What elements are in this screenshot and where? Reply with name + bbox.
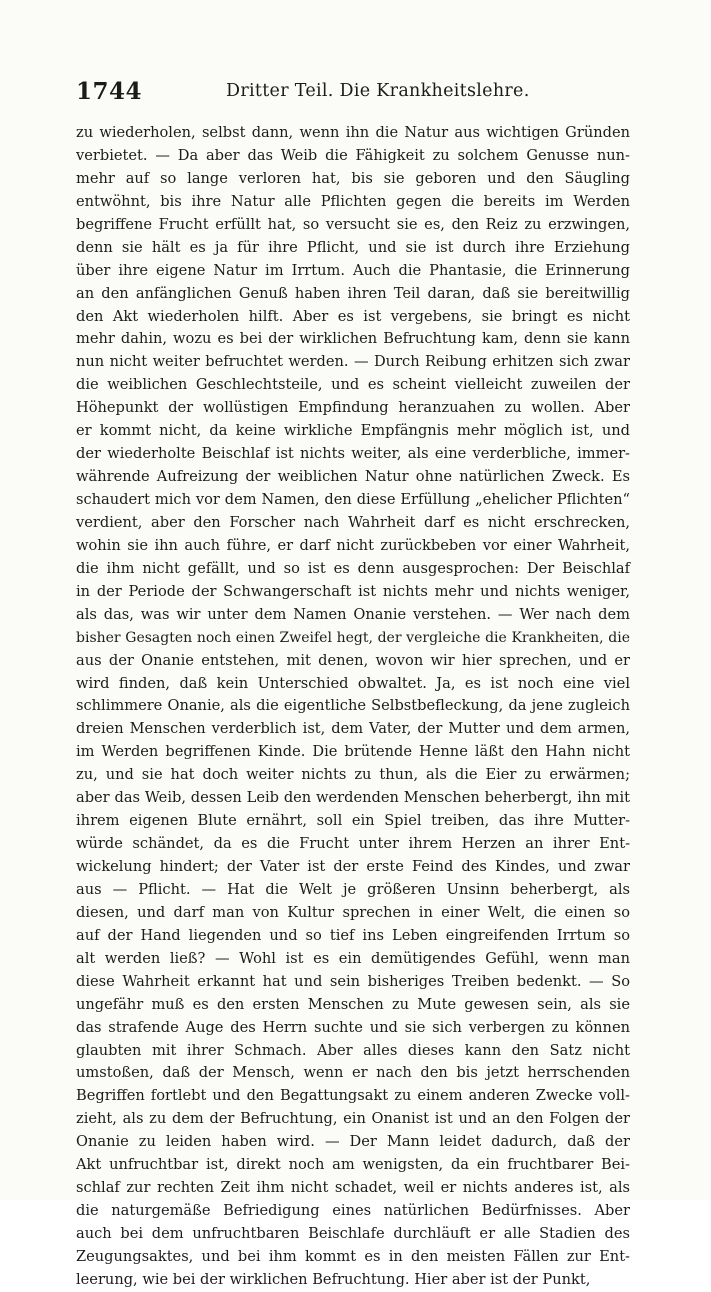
text-line: dreien Menschen verderblich ist, dem Vater, der Mutter und dem armen,: [76, 720, 630, 738]
text-line: ihrem eigenen Blute ernährt, soll ein Spiel treiben, das ihre Mutter-: [76, 812, 630, 830]
text-line: glaubten mit ihrer Schmach. Aber alles dieses kann den Satz nicht: [76, 1041, 630, 1059]
text-line: nun nicht weiter befruchtet werden. — Durch Reibung erhitzen sich zwar: [76, 353, 630, 371]
text-line: alt werden ließ? — Wohl ist es ein demütigendes Gefühl, wenn man: [76, 949, 630, 967]
text-line: Zeugungsaktes, und bei ihm kommt es in den meisten Fällen zur Ent-: [76, 1247, 630, 1265]
text-line: die weiblichen Geschlechtsteile, und es scheint vielleicht zuweilen der: [76, 376, 630, 394]
text-line: ungefähr muß es den ersten Menschen zu Mute gewesen sein, als sie: [76, 995, 630, 1013]
text-line: er kommt nicht, da keine wirkliche Empfängnis mehr möglich ist, und: [76, 422, 630, 440]
text-line: Akt unfruchtbar ist, direkt noch am wenigsten, da ein fruchtbarer Bei-: [76, 1156, 630, 1174]
text-line: aus der Onanie entstehen, mit denen, wovon wir hier sprechen, und er: [76, 651, 630, 669]
text-line: die ihm nicht gefällt, und so ist es denn ausgesprochen: Der Beischlaf: [76, 559, 630, 577]
text-line: aus — Pflicht. — Hat die Welt je größeren Unsinn beherbergt, als: [76, 880, 630, 898]
text-line: umstoßen, daß der Mensch, wenn er nach den bis jetzt herrschenden: [76, 1064, 630, 1082]
page-number: 1744: [76, 78, 143, 105]
text-line: Onanie zu leiden haben wird. — Der Mann leidet dadurch, daß der: [76, 1133, 630, 1151]
text-line: würde schändet, da es die Frucht unter ihrem Herzen an ihrer Ent-: [76, 835, 630, 853]
page-header: [76, 78, 636, 108]
text-line: über ihre eigene Natur im Irrtum. Auch die Phantasie, die Erinnerung: [76, 261, 630, 279]
text-line: auch bei dem unfruchtbaren Beischlafe durchläuft er alle Stadien des: [76, 1225, 630, 1242]
text-line: zu wiederholen, selbst dann, wenn ihn die Natur aus wichtigen Gründen: [76, 124, 630, 141]
text-line: Höhepunkt der wollüstigen Empfindung heranzuahen zu wollen. Aber: [76, 399, 630, 417]
text-line: schaudert mich vor dem Namen, den diese Erfüllung „ehelicher Pflichten“: [76, 491, 630, 508]
text-line: wird finden, daß kein Unterschied obwaltet. Ja, es ist noch eine viel: [76, 674, 630, 692]
text-line: in der Periode der Schwangerschaft ist nichts mehr und nichts weniger,: [76, 582, 630, 600]
body-text: [76, 122, 630, 1292]
text-line: begriffene Frucht erfüllt hat, so versucht sie es, den Reiz zu erzwingen,: [76, 215, 630, 233]
text-line: zu, und sie hat doch weiter nichts zu thun, als die Eier zu erwärmen;: [76, 766, 630, 784]
text-line: die naturgemäße Befriedigung eines natürlichen Bedürfnisses. Aber: [76, 1202, 630, 1220]
text-line: diese Wahrheit erkannt hat und sein bisheriges Treiben bedenkt. — So: [76, 972, 630, 990]
text-line: währende Aufreizung der weiblichen Natur ohne natürlichen Zweck. Es: [76, 468, 630, 486]
text-line: mehr dahin, wozu es bei der wirklichen Befruchtung kam, denn sie kann: [76, 330, 630, 348]
text-line: als das, was wir unter dem Namen Onanie verstehen. — Wer nach dem: [76, 605, 630, 623]
text-line: entwöhnt, bis ihre Natur alle Pflichten gegen die bereits im Werden: [76, 192, 630, 210]
text-line: schlimmere Onanie, als die eigentliche Selbstbefleckung, da jene zugleich: [76, 697, 630, 715]
text-line: leerung, wie bei der wirklichen Befruchtung. Hier aber ist der Punkt,: [76, 1270, 591, 1288]
text-line: an den anfänglichen Genuß haben ihren Teil daran, daß sie bereitwillig: [76, 284, 630, 302]
text-line: schlaf zur rechten Zeit ihm nicht schadet, weil er nichts anderes ist, als: [76, 1179, 630, 1197]
text-line: mehr auf so lange verloren hat, bis sie geboren und den Säugling: [76, 169, 630, 187]
text-line: auf der Hand liegenden und so tief ins Leben eingreifenden Irrtum so: [76, 926, 630, 944]
text-line: aber das Weib, dessen Leib den werdenden Menschen beherbergt, ihn mit: [76, 789, 630, 807]
text-line: den Akt wiederholen hilft. Aber es ist vergebens, sie bringt es nicht: [76, 307, 630, 325]
text-line: bisher Gesagten noch einen Zweifel hegt, der vergleiche die Krankheiten, die: [76, 629, 630, 646]
text-line: der wiederholte Beischlaf ist nichts weiter, als eine verderbliche, immer-: [76, 445, 630, 463]
text-line: wickelung hindert; der Vater ist der erste Feind des Kindes, und zwar: [76, 858, 630, 875]
text-line: verbietet. — Da aber das Weib die Fähigkeit zu solchem Genusse nun-: [76, 146, 630, 164]
text-line: Begriffen fortlebt und den Begattungsakt zu einem anderen Zwecke voll-: [76, 1087, 630, 1105]
running-head: Dritter Teil. Die Krankheitslehre.: [226, 81, 530, 101]
text-line: denn sie hält es ja für ihre Pflicht, und sie ist durch ihre Erziehung: [76, 238, 630, 256]
text-line: im Werden begriffenen Kinde. Die brütende Henne läßt den Hahn nicht: [76, 743, 630, 761]
text-line: wohin sie ihn auch führe, er darf nicht zurückbeben vor einer Wahrheit,: [76, 536, 630, 554]
text-line: verdient, aber den Forscher nach Wahrheit darf es nicht erschrecken,: [76, 513, 630, 531]
text-line: das strafende Auge des Herrn suchte und sie sich verbergen zu können: [76, 1018, 630, 1036]
text-line: diesen, und darf man von Kultur sprechen in einer Welt, die einen so: [76, 903, 630, 921]
text-line: zieht, als zu dem der Befruchtung, ein Onanist ist und an den Folgen der: [76, 1110, 630, 1128]
